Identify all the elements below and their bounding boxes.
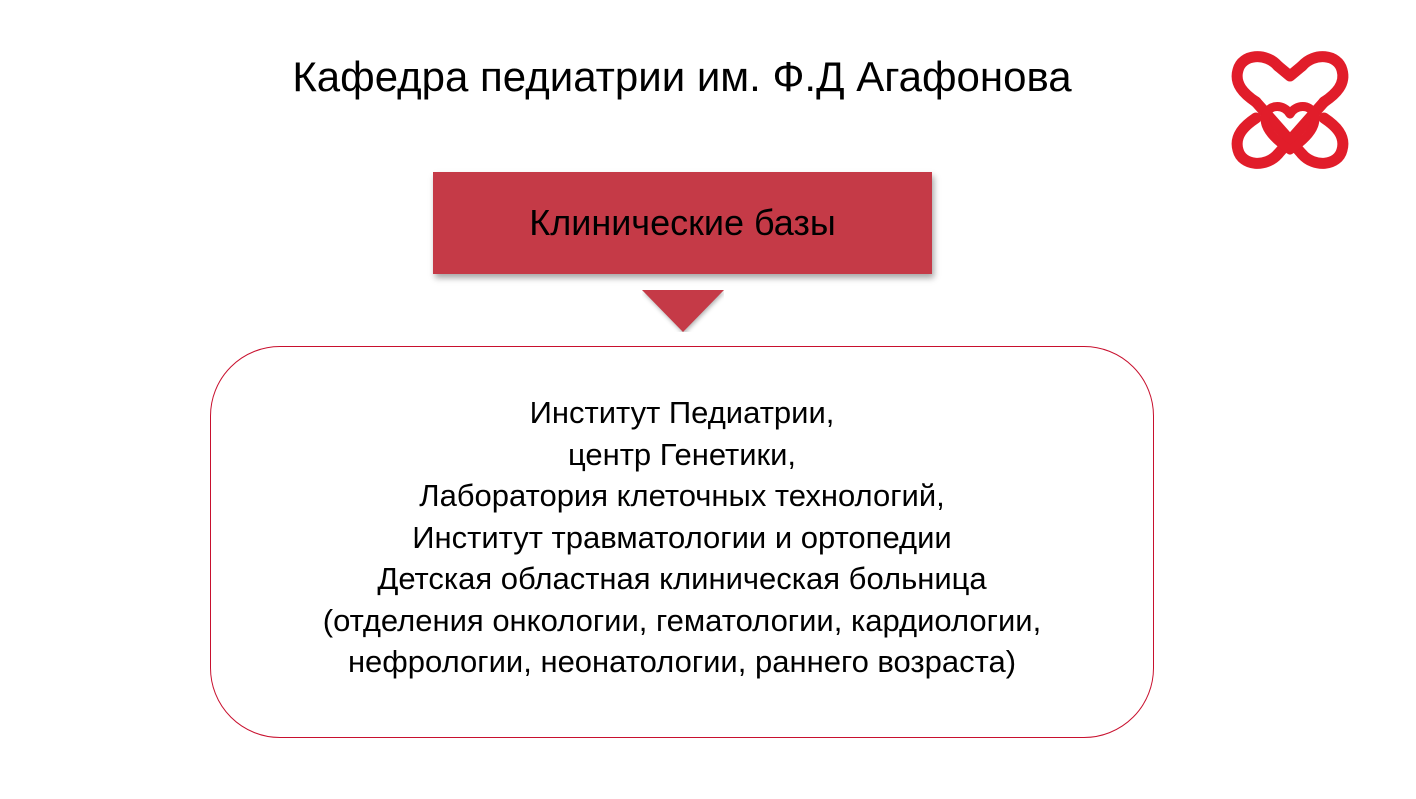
clinical-bases-label: Клинические базы [529, 202, 836, 243]
clinical-bases-list [210, 392, 1154, 683]
list-item: Институт травматологии и ортопедии [412, 519, 952, 555]
list-item: Детская областная клиническая больница [377, 561, 987, 596]
list-item: (отделения онкологии, гематологии, кардиологии, [322, 602, 1042, 638]
clinical-bases-header [433, 172, 932, 274]
slide-title: Кафедра педиатрии им. Ф.Д Агафонова [292, 53, 1072, 100]
list-item: Лаборатория клеточных технологий, [419, 478, 945, 513]
list-item: Институт Педиатрии, [529, 395, 835, 430]
down-arrow-icon [642, 290, 724, 332]
list-item: центр Генетики, [567, 436, 797, 472]
heart-cross-logo-icon [1226, 46, 1354, 174]
list-item: нефрологии, неонатологии, раннего возраста) [347, 644, 1017, 679]
